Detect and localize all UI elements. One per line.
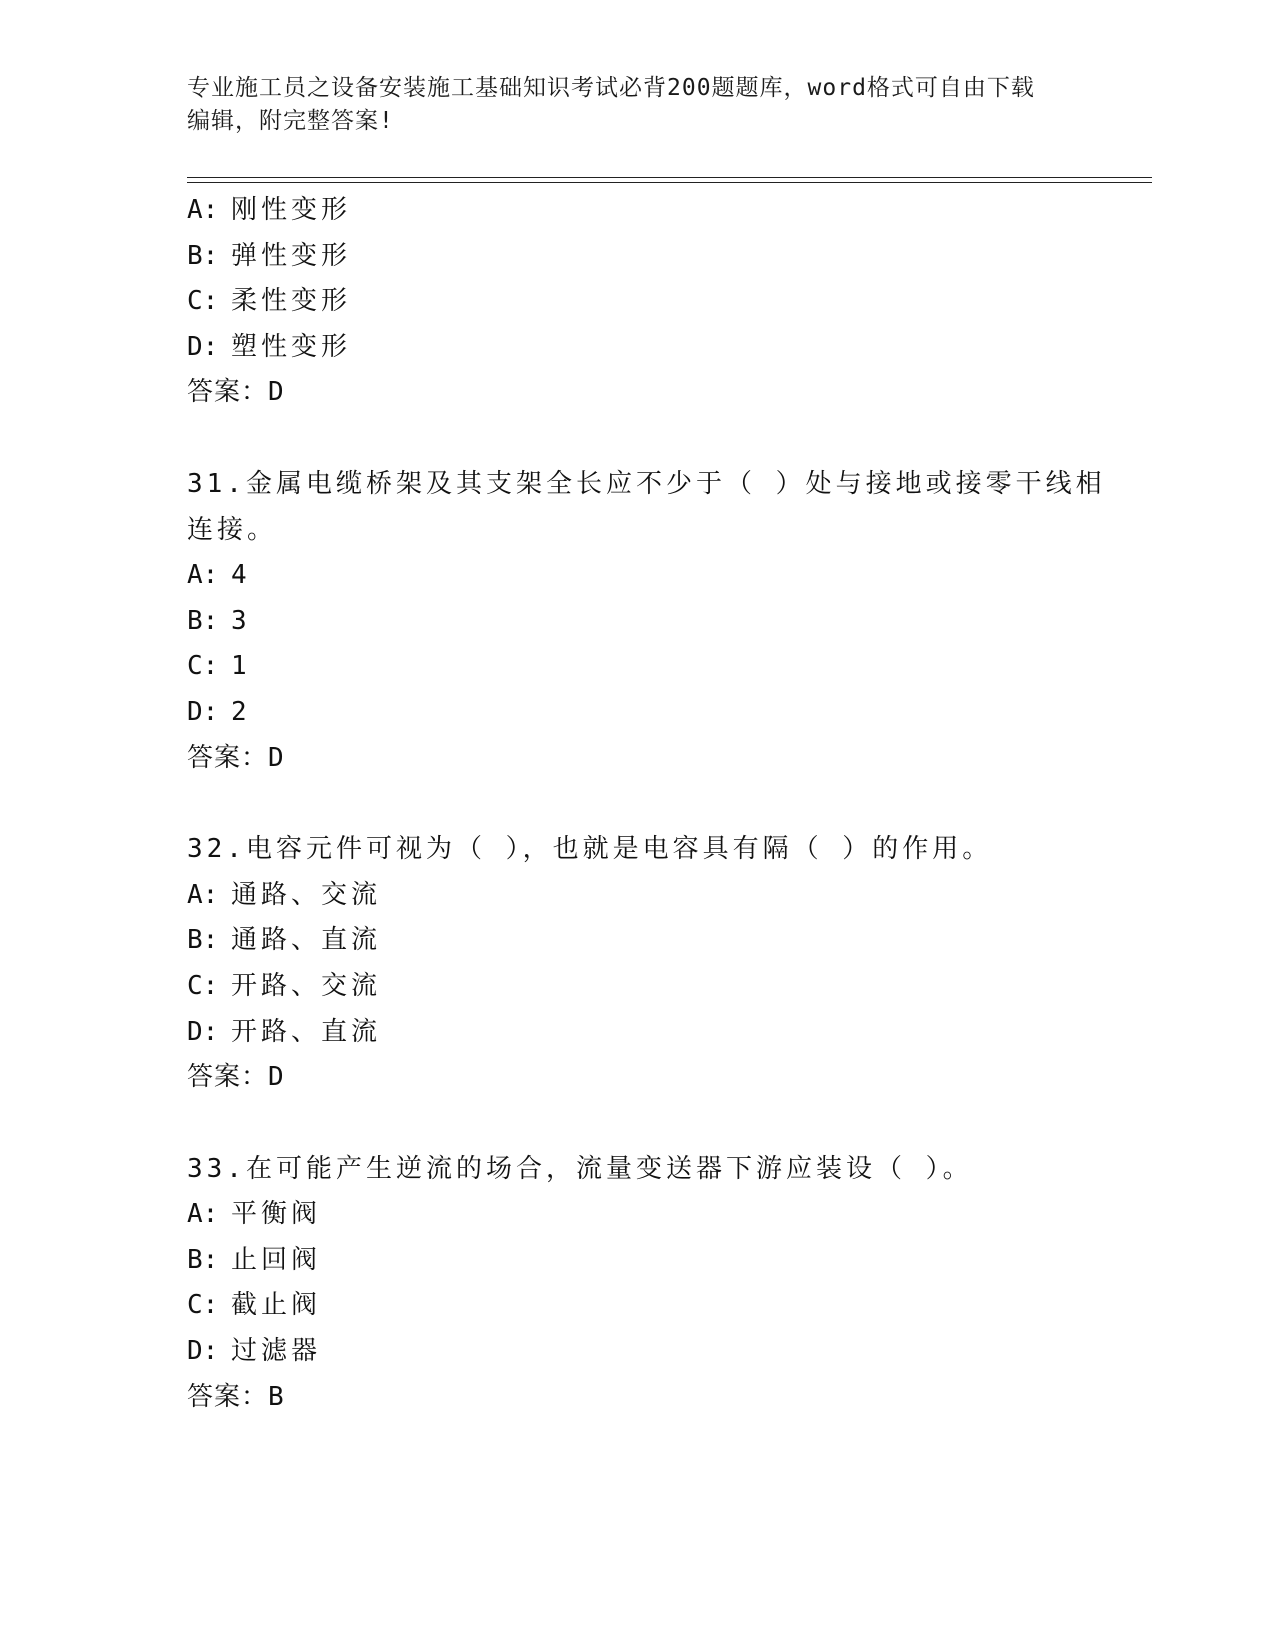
- answer-line: [187, 736, 1067, 782]
- question-stem-line-1: 33.在可能产生逆流的场合，流量变送器下游应装设（ ）。: [187, 1153, 973, 1184]
- answer-label: 答案：: [187, 1062, 269, 1093]
- option-letter: A:: [187, 560, 219, 591]
- option-b: [187, 1238, 1067, 1284]
- option-letter: B:: [187, 925, 219, 956]
- option-c: [187, 644, 1067, 690]
- option-c: [187, 964, 1067, 1010]
- header-title-line-2: 编辑，附完整答案!: [187, 108, 394, 134]
- option-d: [187, 690, 1067, 736]
- question-33: [187, 1147, 1067, 1421]
- option-text: 过滤器: [231, 1336, 322, 1367]
- option-letter: B:: [187, 605, 219, 636]
- option-letter: A:: [187, 1199, 219, 1230]
- option-text: 弹性变形: [231, 240, 352, 271]
- option-letter: A:: [187, 195, 219, 225]
- option-d: [187, 1010, 1067, 1056]
- answer-value: D: [268, 1062, 285, 1093]
- option-text: 2: [231, 696, 251, 727]
- option-text: 4: [231, 560, 251, 591]
- option-text: 截止阀: [231, 1290, 322, 1321]
- option-text: 止回阀: [231, 1244, 322, 1275]
- question-stem-line-2: 连接。: [187, 514, 278, 545]
- answer-value: D: [268, 742, 285, 773]
- option-text: 开路、直流: [231, 1016, 382, 1047]
- option-letter: C:: [187, 286, 219, 317]
- option-letter: B:: [187, 1244, 219, 1275]
- header-title-line-1: 专业施工员之设备安装施工基础知识考试必背200题题库，word格式可自由下载: [187, 75, 1035, 101]
- option-d: [187, 325, 1067, 371]
- option-letter: D:: [187, 696, 219, 727]
- answer-value: B: [268, 1381, 285, 1412]
- option-d: [187, 1329, 1067, 1375]
- option-letter: B:: [187, 240, 219, 271]
- header-divider-top: [187, 177, 1152, 178]
- option-text: 1: [231, 651, 251, 682]
- option-c: [187, 279, 1067, 325]
- option-letter: A:: [187, 879, 219, 910]
- option-b: [187, 918, 1067, 964]
- option-text: 3: [231, 605, 251, 636]
- option-a: [187, 553, 1067, 599]
- option-a: [187, 188, 1067, 234]
- option-b: [187, 599, 1067, 645]
- option-letter: D:: [187, 1336, 219, 1367]
- option-text: 柔性变形: [231, 286, 352, 317]
- option-c: [187, 1283, 1067, 1329]
- answer-label: 答案：: [187, 1381, 269, 1412]
- option-text: 塑性变形: [231, 331, 352, 362]
- option-b: [187, 234, 1067, 280]
- answer-value: D: [268, 377, 285, 408]
- answer-line: [187, 1375, 1067, 1421]
- answer-label: 答案：: [187, 742, 269, 773]
- option-letter: C:: [187, 970, 219, 1001]
- document-header: [187, 72, 1067, 138]
- option-text: 平衡阀: [231, 1199, 322, 1230]
- option-text: 通路、交流: [231, 879, 382, 910]
- question-list: [187, 188, 1106, 1420]
- option-letter: D:: [187, 1016, 219, 1047]
- option-text: 通路、直流: [231, 925, 382, 956]
- header-divider-bottom: [187, 182, 1152, 183]
- option-text: 刚性变形: [231, 195, 352, 225]
- answer-line: [187, 370, 1067, 416]
- option-text: 开路、交流: [231, 970, 382, 1001]
- option-letter: D:: [187, 331, 219, 362]
- answer-line: [187, 1055, 1067, 1101]
- option-letter: C:: [187, 651, 219, 682]
- question-31: [187, 462, 1106, 781]
- option-a: [187, 1192, 1067, 1238]
- question-30-continued: [187, 188, 1067, 416]
- question-32: [187, 827, 1067, 1101]
- option-letter: C:: [187, 1290, 219, 1321]
- option-a: [187, 873, 1067, 919]
- question-stem-line-1: 32.电容元件可视为（ ），也就是电容具有隔（ ）的作用。: [187, 834, 993, 865]
- question-stem-line-1: 31.金属电缆桥架及其支架全长应不少于（ ）处与接地或接零干线相: [187, 468, 1106, 499]
- answer-label: 答案：: [187, 377, 269, 408]
